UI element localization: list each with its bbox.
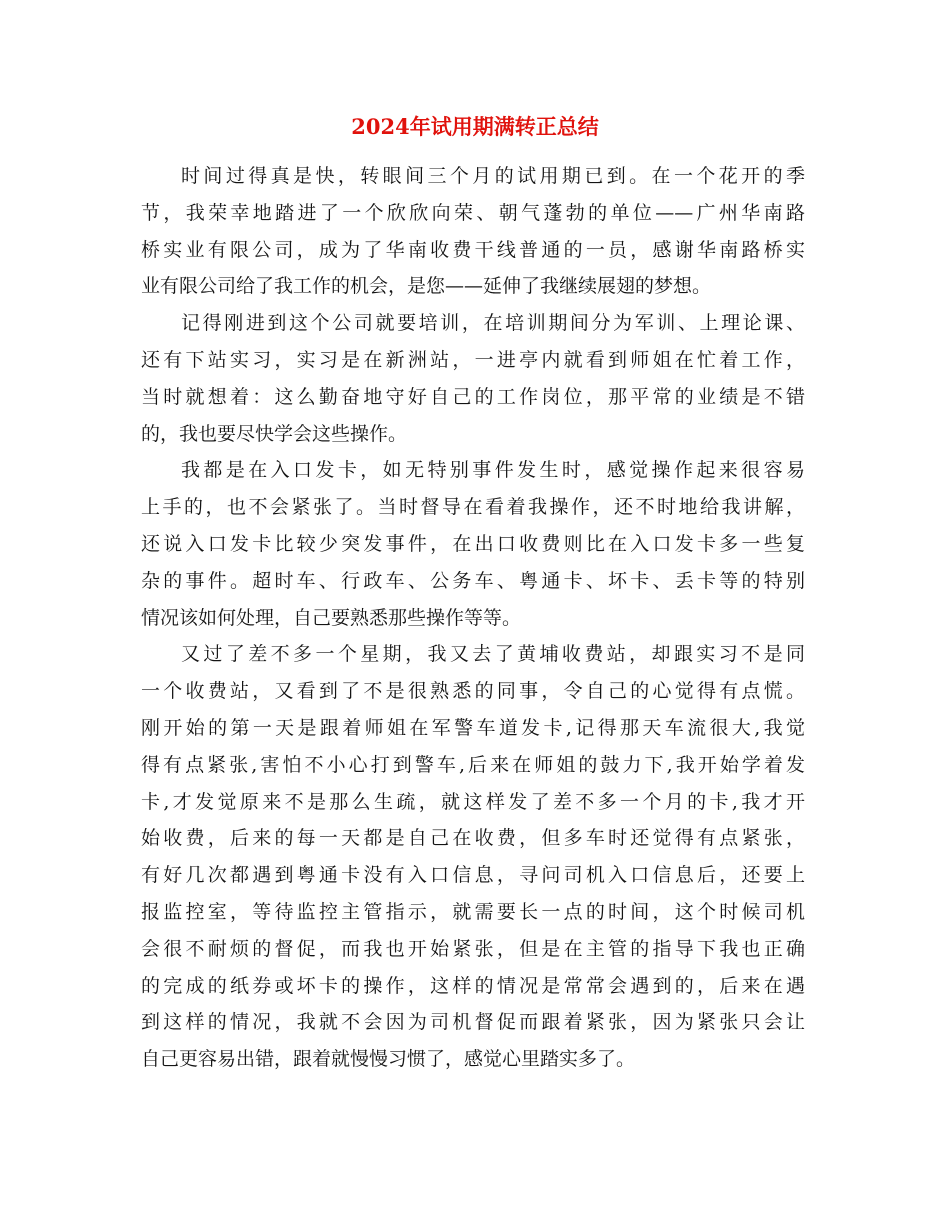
text-line: 时间过得真是快，转眼间三个月的试用期已到。在一个花开的季 (181, 165, 805, 187)
text-line: 还说入口发卡比较少突发事件，在出口收费则比在入口发卡多一些复 (141, 532, 805, 555)
text-line: 当时就想着：这么勤奋地守好自己的工作岗位，那平常的业绩是不错 (141, 385, 805, 408)
text-line: 业有限公司给了我工作的机会，是您——延伸了我继续展翅的梦想。 (141, 275, 712, 298)
paragraph-2 (141, 305, 805, 452)
text-line: 还有下站实习，实习是在新洲站，一进亭内就看到师姐在忙着工作， (141, 348, 805, 371)
paragraph-1 (141, 158, 805, 305)
text-line: 上手的，也不会紧张了。当时督导在看着我操作，还不时地给我讲解， (141, 496, 805, 519)
text-line: 有好几次都遇到粤通卡没有入口信息，寻问司机入口信息后，还要上 (141, 864, 805, 887)
text-line: 到这样的情况，我就不会因为司机督促而跟着紧张，因为紧张只会让 (141, 1011, 805, 1034)
text-line: 始收费，后来的每一天都是自己在收费，但多车时还觉得有点紧张， (141, 827, 805, 850)
text-line: 节，我荣幸地踏进了一个欣欣向荣、朝气蓬勃的单位——广州华南路 (141, 201, 805, 224)
text-line: 报监控室，等待监控主管指示，就需要长一点的时间，这个时候司机 (141, 900, 805, 923)
text-line: 自己更容易出错，跟着就慢慢习惯了，感觉心里踏实多了。 (141, 1048, 636, 1071)
text-line: 杂的事件。超时车、行政车、公务车、粤通卡、坏卡、丢卡等的特别 (141, 569, 805, 592)
text-line: 卡,才发觉原来不是那么生疏，就这样发了差不多一个月的卡,我才开 (141, 790, 805, 813)
text-line: 的，我也要尽快学会这些操作。 (141, 422, 408, 445)
document-title: 2024年试用期满转正总结 (351, 114, 599, 139)
text-line: 会很不耐烦的督促，而我也开始紧张，但是在主管的指导下我也正确 (141, 937, 805, 960)
text-line: 又过了差不多一个星期，我又去了黄埔收费站，却跟实习不是同 (181, 643, 805, 666)
text-line: 记得刚进到这个公司就要培训，在培训期间分为军训、上理论课、 (181, 312, 805, 335)
text-line: 得有点紧张,害怕不小心打到警车,后来在师姐的鼓力下,我开始学着发 (141, 753, 805, 776)
text-line: 桥实业有限公司，成为了华南收费干线普通的一员，感谢华南路桥实 (141, 238, 805, 261)
text-line: 情况该如何处理，自己要熟悉那些操作等等。 (141, 606, 522, 629)
paragraph-4 (141, 636, 805, 1078)
document-body (141, 158, 805, 1078)
text-line: 刚开始的第一天是跟着师姐在军警车道发卡,记得那天车流很大,我觉 (141, 716, 805, 739)
text-line: 一个收费站，又看到了不是很熟悉的同事，令自己的心觉得有点慌。 (141, 680, 805, 703)
paragraph-3 (141, 452, 805, 636)
text-line: 的完成的纸券或坏卡的操作，这样的情况是常常会遇到的，后来在遇 (141, 974, 805, 997)
text-line: 我都是在入口发卡，如无特别事件发生时，感觉操作起来很容易 (181, 459, 805, 482)
